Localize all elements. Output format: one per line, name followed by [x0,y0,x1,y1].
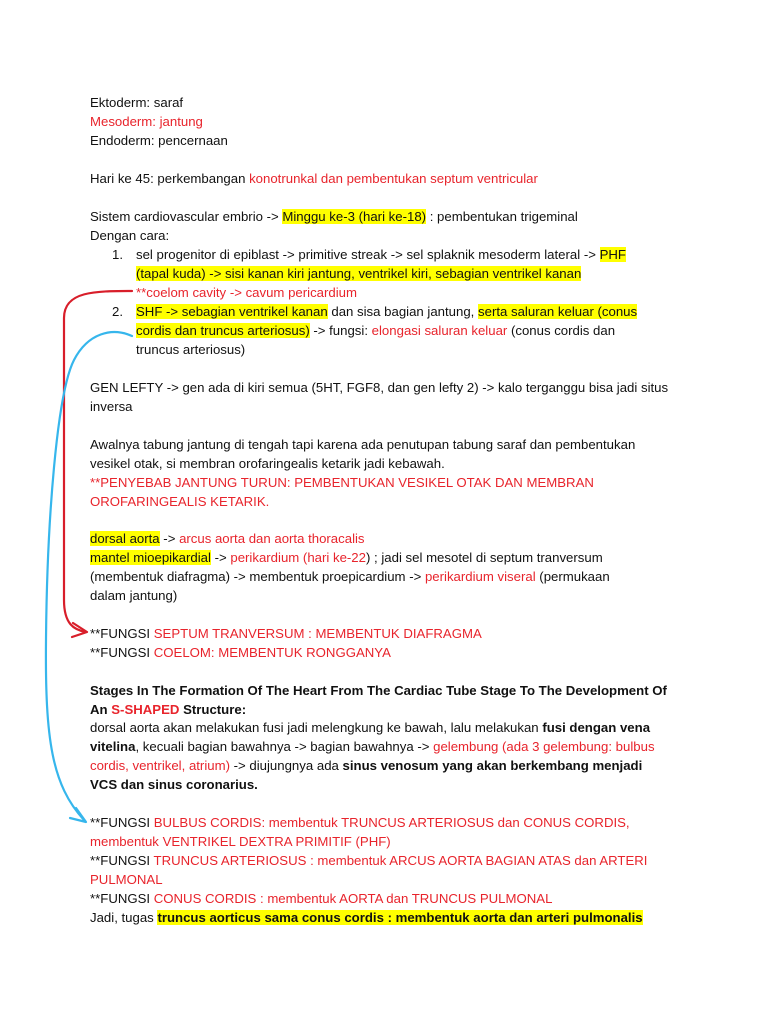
list2-line1: SHF -> sebagian ventrikel kanan dan sisa bagian jantung, serta saluran keluar (conus [136,304,638,319]
stages-para-line2: vitelina, kecuali bagian bawahnya -> bagian bawahnya -> gelembung (ada 3 gelembung: bulbus [90,739,655,754]
dengan-cara-line: Dengan cara: [90,228,170,243]
penyebab-line1: **PENYEBAB JANTUNG TURUN: PEMBENTUKAN VESIKEL OTAK DAN MEMBRAN [90,475,594,490]
mantel-line2: (membentuk diafragma) -> membentuk proepicardium -> perikardium viseral (permukaan [90,569,610,584]
stages-title-line2: An S-SHAPED Structure: [90,702,247,717]
fungsi-bulbus-line2: membentuk VENTRIKEL DEXTRA PRIMITIF (PHF) [90,834,391,849]
stages-para-line4: VCS dan sinus coronarius. [90,777,258,792]
endoderm-line: Endoderm: pencernaan [90,133,228,148]
fungsi-conus-line: **FUNGSI CONUS CORDIS : membentuk AORTA dan TRUNCUS PULMONAL [90,891,553,906]
mantel-line3: dalam jantung) [90,588,178,603]
gen-lefty-line1: GEN LEFTY -> gen ada di kiri semua (5HT, FGF8, dan gen lefty 2) -> kalo terganggu bisa jadi situs [90,380,669,395]
fungsi-coelom-line: **FUNGSI COELOM: MEMBENTUK RONGGANYA [90,645,391,660]
blue-connector-arrow [46,332,132,820]
ektoderm-line: Ektoderm: saraf [90,95,184,110]
list1-line2: (tapal kuda) -> sisi kanan kiri jantung, ventrikel kiri, sebagian ventrikel kanan [136,266,582,281]
dorsal-aorta-line: dorsal aorta -> arcus aorta dan aorta thoracalis [90,531,365,546]
fungsi-bulbus-line1: **FUNGSI BULBUS CORDIS: membentuk TRUNCUS ARTERIOSUS dan CONUS CORDIS, [90,815,630,830]
fungsi-septum-line: **FUNGSI SEPTUM TRANVERSUM : MEMBENTUK DIAFRAGMA [90,626,482,641]
list2-line2: cordis dan truncus arteriosus) -> fungsi: elongasi saluran keluar (conus cordis dan [136,323,616,338]
list1-number: 1. [112,247,123,262]
fungsi-truncus-line2: PULMONAL [90,872,163,887]
list1-line3: **coelom cavity -> cavum pericardium [136,285,357,300]
list1-line1: sel progenitor di epiblast -> primitive streak -> sel splaknik mesoderm lateral -> PHF [136,247,626,262]
stages-title-line1: Stages In The Formation Of The Heart From The Cardiac Tube Stage To The Development Of [90,683,667,698]
penyebab-line2: OROFARINGEALIS KETARIK. [90,494,270,509]
mesoderm-line: Mesoderm: jantung [90,114,203,129]
jadi-line: Jadi, tugas truncus aorticus sama conus cordis : membentuk aorta dan arteri pulmonalis [90,910,643,925]
sistem-line: Sistem cardiovascular embrio -> Minggu ke-3 (hari ke-18) : pembentukan trigeminal [90,209,578,224]
stages-para-line3: cordis, ventrikel, atrium) -> diujungnya ada sinus venosum yang akan berkembang menjadi [90,758,643,773]
awalnya-line2: vesikel otak, si membran orofaringealis ketarik jadi kebawah. [90,456,445,471]
list2-number: 2. [112,304,123,319]
mantel-line1: mantel mioepikardial -> perikardium (hari ke-22) ; jadi sel mesotel di septum tranversum [90,550,603,565]
awalnya-line1: Awalnya tabung jantung di tengah tapi karena ada penutupan tabung saraf dan pembentukan [90,437,636,452]
red-connector-arrow [64,291,132,632]
gen-lefty-line2: inversa [90,399,133,414]
list2-line3: truncus arteriosus) [136,342,246,357]
fungsi-truncus-line1: **FUNGSI TRUNCUS ARTERIOSUS : membentuk ARCUS AORTA BAGIAN ATAS dan ARTERI [90,853,648,868]
blue-arrowhead [70,808,86,822]
stages-para-line1: dorsal aorta akan melakukan fusi jadi melengkung ke bawah, lalu melakukan fusi dengan vena [90,720,651,735]
hari45-line: Hari ke 45: perkembangan konotrunkal dan pembentukan septum ventricular [90,171,538,186]
